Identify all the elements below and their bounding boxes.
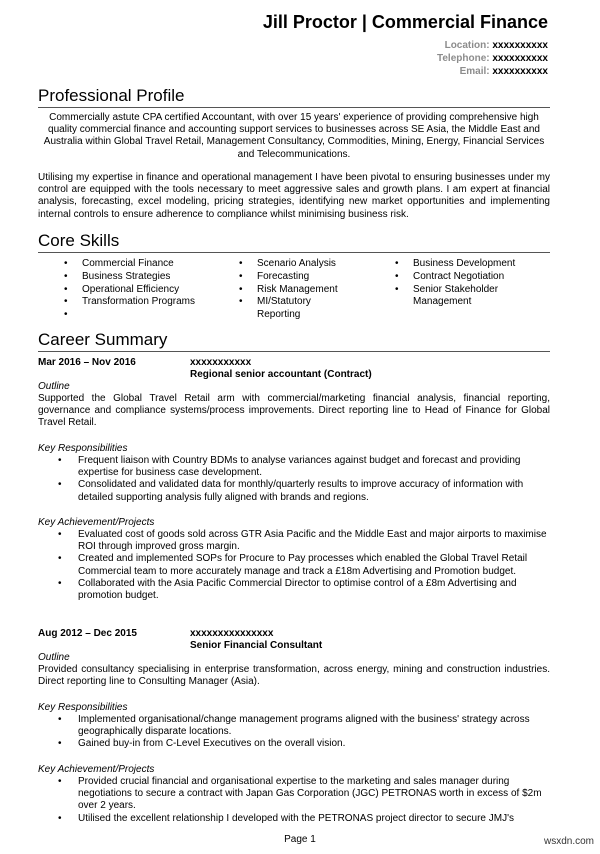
job1-company: xxxxxxxxxxx — [190, 357, 252, 368]
bullet-icon: • — [239, 283, 243, 295]
bullet-icon: • — [58, 553, 62, 565]
job1-responsibilities-list — [58, 455, 550, 504]
skill-item: • Transformation Programs — [64, 296, 195, 308]
job1-title: Regional senior accountant (Contract) — [190, 369, 372, 380]
skills-column-2 — [239, 258, 389, 322]
job1-responsibilities-label: Key Responsibilities — [38, 443, 128, 454]
bullet-icon: • — [58, 529, 62, 540]
bullet-icon: • — [395, 283, 399, 295]
contact-location — [445, 40, 548, 51]
job1-outline: Supported the Global Travel Retail arm with commercial/marketing financial analysis, financial reporting, governance and compliance systems/process improvements. Direct reporting line to Head of Finance for Global Travel Retail. — [38, 393, 550, 429]
bullet-icon: • — [64, 258, 68, 269]
job2-achievements-label: Key Achievement/Projects — [38, 764, 155, 775]
location-label: Location: — [444, 40, 490, 51]
profile-paragraph-2: Utilising my expertise in finance and operational management I have been pivotal to ensuring businesses under my control are equipped with the tools necessary to meet aggressive sales and growth plans. I am expert at financial analysis, forecasting, excel modeling, pricing strategies, identifying new market opportunities and implementing internal controls to ensure adherence to compliance whilst minimising business risk. — [38, 172, 550, 220]
bullet-icon: • — [58, 738, 62, 750]
list-item: • Utilised the excellent relationship I developed with the PETRONAS project director to secure JMJ's — [58, 812, 514, 824]
skill-item: • Business Strategies — [64, 270, 171, 282]
resume-name-title: Jill Proctor | Commercial Finance — [262, 12, 548, 32]
list-item: • Consolidated and validated data for monthly/quarterly results to improve accuracy of information with detailed supporting analysis fully aligned with brands and regions. — [58, 479, 524, 503]
bullet-icon: • — [395, 258, 399, 269]
skill-item: • Operational Efficiency — [64, 283, 180, 295]
job1-achievements-label: Key Achievement/Projects — [38, 517, 155, 528]
skill-item: • Senior Stakeholder Management — [395, 283, 499, 308]
list-item: • Implemented organisational/change management programs aligned with the business' strategy across geographically disparate locations. — [58, 714, 530, 738]
skill-item: • Risk Management — [239, 283, 338, 295]
section-heading-career: Career Summary — [38, 330, 550, 352]
list-item: • Collaborated with the Asia Pacific Commercial Director to optimise control of a £8m Advertising and promotion budget. — [58, 577, 517, 602]
bullet-icon: • — [58, 577, 62, 589]
job2-outline-label: Outline — [38, 652, 70, 663]
bullet-icon: • — [395, 270, 399, 282]
list-item: • Evaluated cost of goods sold across GTR Asia Pacific and the Middle East and major airports to maximise ROI through improved gross margin. — [58, 529, 547, 553]
email-label: Email: — [459, 66, 490, 77]
job2-responsibilities-label: Key Responsibilities — [38, 702, 128, 713]
email-value: xxxxxxxxxx — [492, 66, 548, 77]
bullet-icon: • — [58, 455, 62, 466]
job2-dates: Aug 2012 – Dec 2015 — [38, 628, 137, 639]
job2-company: xxxxxxxxxxxxxxx — [190, 628, 274, 639]
profile-paragraph-1: Commercially astute CPA certified Accountant, with over 15 years' experience of providing comprehensive high quality commercial finance and accounting support services to businesses across SE Asia, the Middle East and Australia within Global Travel Retail, Management Consultancy, Commodities, Mining, Energy, Financial Services and Telecommunications. — [43, 112, 545, 160]
list-item: • Gained buy-in from C-Level Executives on the overall vision. — [58, 738, 346, 750]
skill-item: • Forecasting — [239, 270, 310, 282]
job1-outline-label: Outline — [38, 381, 70, 392]
bullet-icon: • — [58, 714, 62, 725]
job1-achievements-list — [58, 529, 550, 602]
skills-column-3 — [395, 258, 545, 309]
location-value: xxxxxxxxxx — [492, 40, 548, 51]
telephone-value: xxxxxxxxxx — [492, 53, 548, 64]
bullet-icon: • — [64, 296, 68, 308]
skill-item: • Business Development — [395, 258, 516, 269]
contact-email — [460, 66, 548, 77]
contact-telephone — [437, 53, 548, 64]
watermark: wsxdn.com — [543, 836, 594, 847]
job2-responsibilities-list — [58, 714, 550, 751]
job2-title: Senior Financial Consultant — [190, 640, 323, 651]
skills-column-1 — [64, 258, 224, 321]
job1-dates: Mar 2016 – Nov 2016 — [38, 357, 136, 368]
job2-achievements-list — [58, 776, 550, 825]
skill-item: • Contract Negotiation — [395, 270, 505, 282]
skill-item: • Scenario Analysis — [239, 258, 336, 269]
list-item: • Created and implemented SOPs for Procure to Pay processes which enabled the Global Travel Retail Commercial team to more accurately manage and track a £18m Advertising and Promotion budget. — [58, 553, 528, 577]
section-heading-profile: Professional Profile — [38, 86, 550, 108]
page-number: Page 1 — [284, 834, 316, 845]
bullet-icon: • — [58, 479, 62, 491]
bullet-icon: • — [239, 296, 243, 308]
bullet-icon: • — [64, 309, 68, 321]
skill-item: • MI/Statutory Reporting — [239, 296, 311, 321]
job2-outline: Provided consultancy specialising in enterprise transformation, across energy, mining and construction industries. Direct reporting line to Consulting Manager (Asia). — [38, 664, 550, 688]
list-item: • Provided crucial financial and organisational expertise to the marketing and sales manager during negotiations to secure a contract with Japan Gas Corporation (JGC) PETRONAS worth in excess of $2m over 2 years. — [58, 776, 542, 812]
section-heading-skills: Core Skills — [38, 231, 550, 253]
bullet-icon: • — [239, 258, 243, 269]
bullet-icon: • — [64, 283, 68, 295]
list-item: • Frequent liaison with Country BDMs to analyse variances against budget and forecast and providing expertise for business case development. — [58, 455, 521, 479]
skill-item: • Commercial Finance — [64, 258, 174, 269]
bullet-icon: • — [64, 270, 68, 282]
bullet-icon: • — [239, 270, 243, 282]
bullet-icon: • — [58, 812, 62, 824]
telephone-label: Telephone: — [437, 53, 490, 64]
bullet-icon: • — [58, 776, 62, 787]
